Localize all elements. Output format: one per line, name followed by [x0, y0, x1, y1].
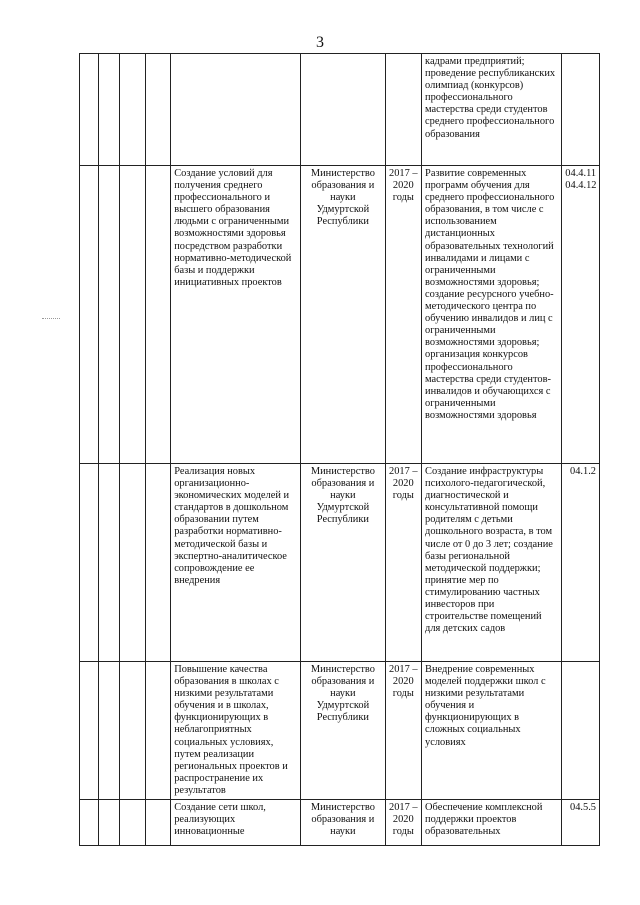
- code-cell: [562, 54, 600, 166]
- measure-cell: Реализация новых организационно-экономических моделей и стандартов в дошкольном образовании путем разработки нормативно-методической базы и экспертно-аналитическое сопровождение ее внедрения: [171, 464, 301, 662]
- period-cell: 2017 – 2020 годы: [385, 464, 421, 662]
- period-cell: 2017 – 2020 годы: [385, 800, 421, 846]
- margin-mark: [42, 318, 60, 319]
- code-value: 04.4.12: [565, 180, 597, 192]
- period-cell: 2017 – 2020 годы: [385, 166, 421, 464]
- result-cell: Создание инфраструктуры психолого-педагогической, диагностической и консультативной помощи родителям с детьми дошкольного возраста, в том числе от 0 до 3 лет; создание базы региональной методической поддержки; принятие мер по стимулированию частных инвесторов при строительстве помещений для детских садов: [422, 464, 562, 662]
- code-cell: [562, 800, 600, 846]
- executor-cell: [301, 54, 385, 166]
- code-cell: [562, 464, 600, 662]
- code-value: 04.4.11: [565, 168, 597, 179]
- code-cell: [562, 166, 600, 464]
- period-cell: [385, 54, 421, 166]
- table-row: [80, 464, 600, 662]
- table-row: [80, 662, 600, 800]
- measure-cell: Повышение качества образования в школах с низкими результатами обучения и в школах, функционирующих в неблагоприятных социальных условиях, путем реализации региональных проектов и распространение их результатов: [171, 662, 301, 800]
- result-cell: Развитие современных программ обучения для среднего профессионального образования, в том числе с использованием дистанционных образовательных технологий инвалидами и лицами с ограниченными возможностями здоровья; создание ресурсного учебно-методического центра по обучению инвалидов и лиц с ограниченными возможностями здоровья; организация конкурсов профессионального мастерства среди студентов-инвалидов и обучающихся с ограниченными возможностями здоровья: [422, 166, 562, 464]
- code-value: 04.1.2: [570, 466, 596, 477]
- program-table: [79, 53, 600, 846]
- measure-cell: Создание сети школ, реализующих инновационные: [171, 800, 301, 846]
- measure-cell: Создание условий для получения среднего профессионального и высшего образования людьми с ограниченными возможностями здоровья посредством разработки нормативно-методической базы и поддержки инициативных проектов: [171, 166, 301, 464]
- measure-cell: [171, 54, 301, 166]
- result-cell: Внедрение современных моделей поддержки школ с низкими результатами обучения и функционирующих в сложных социальных условиях: [422, 662, 562, 800]
- executor-cell: Министерство образования и науки Удмуртской Республики: [301, 662, 385, 800]
- executor-cell: Министерство образования и науки: [301, 800, 385, 846]
- result-cell: Обеспечение комплексной поддержки проектов образовательных: [422, 800, 562, 846]
- table-row: [80, 800, 600, 846]
- executor-cell: Министерство образования и науки Удмуртской Республики: [301, 166, 385, 464]
- result-cell: кадрами предприятий; проведение республиканских олимпиад (конкурсов) профессионального мастерства среди студентов среднего профессионального образования: [422, 54, 562, 166]
- executor-cell: Министерство образования и науки Удмуртской Республики: [301, 464, 385, 662]
- code-cell: [562, 662, 600, 800]
- table-row: [80, 54, 600, 166]
- table-row: [80, 166, 600, 464]
- code-value: 04.5.5: [570, 802, 596, 814]
- period-cell: 2017 – 2020 годы: [385, 662, 421, 800]
- page-number: 3: [316, 34, 324, 51]
